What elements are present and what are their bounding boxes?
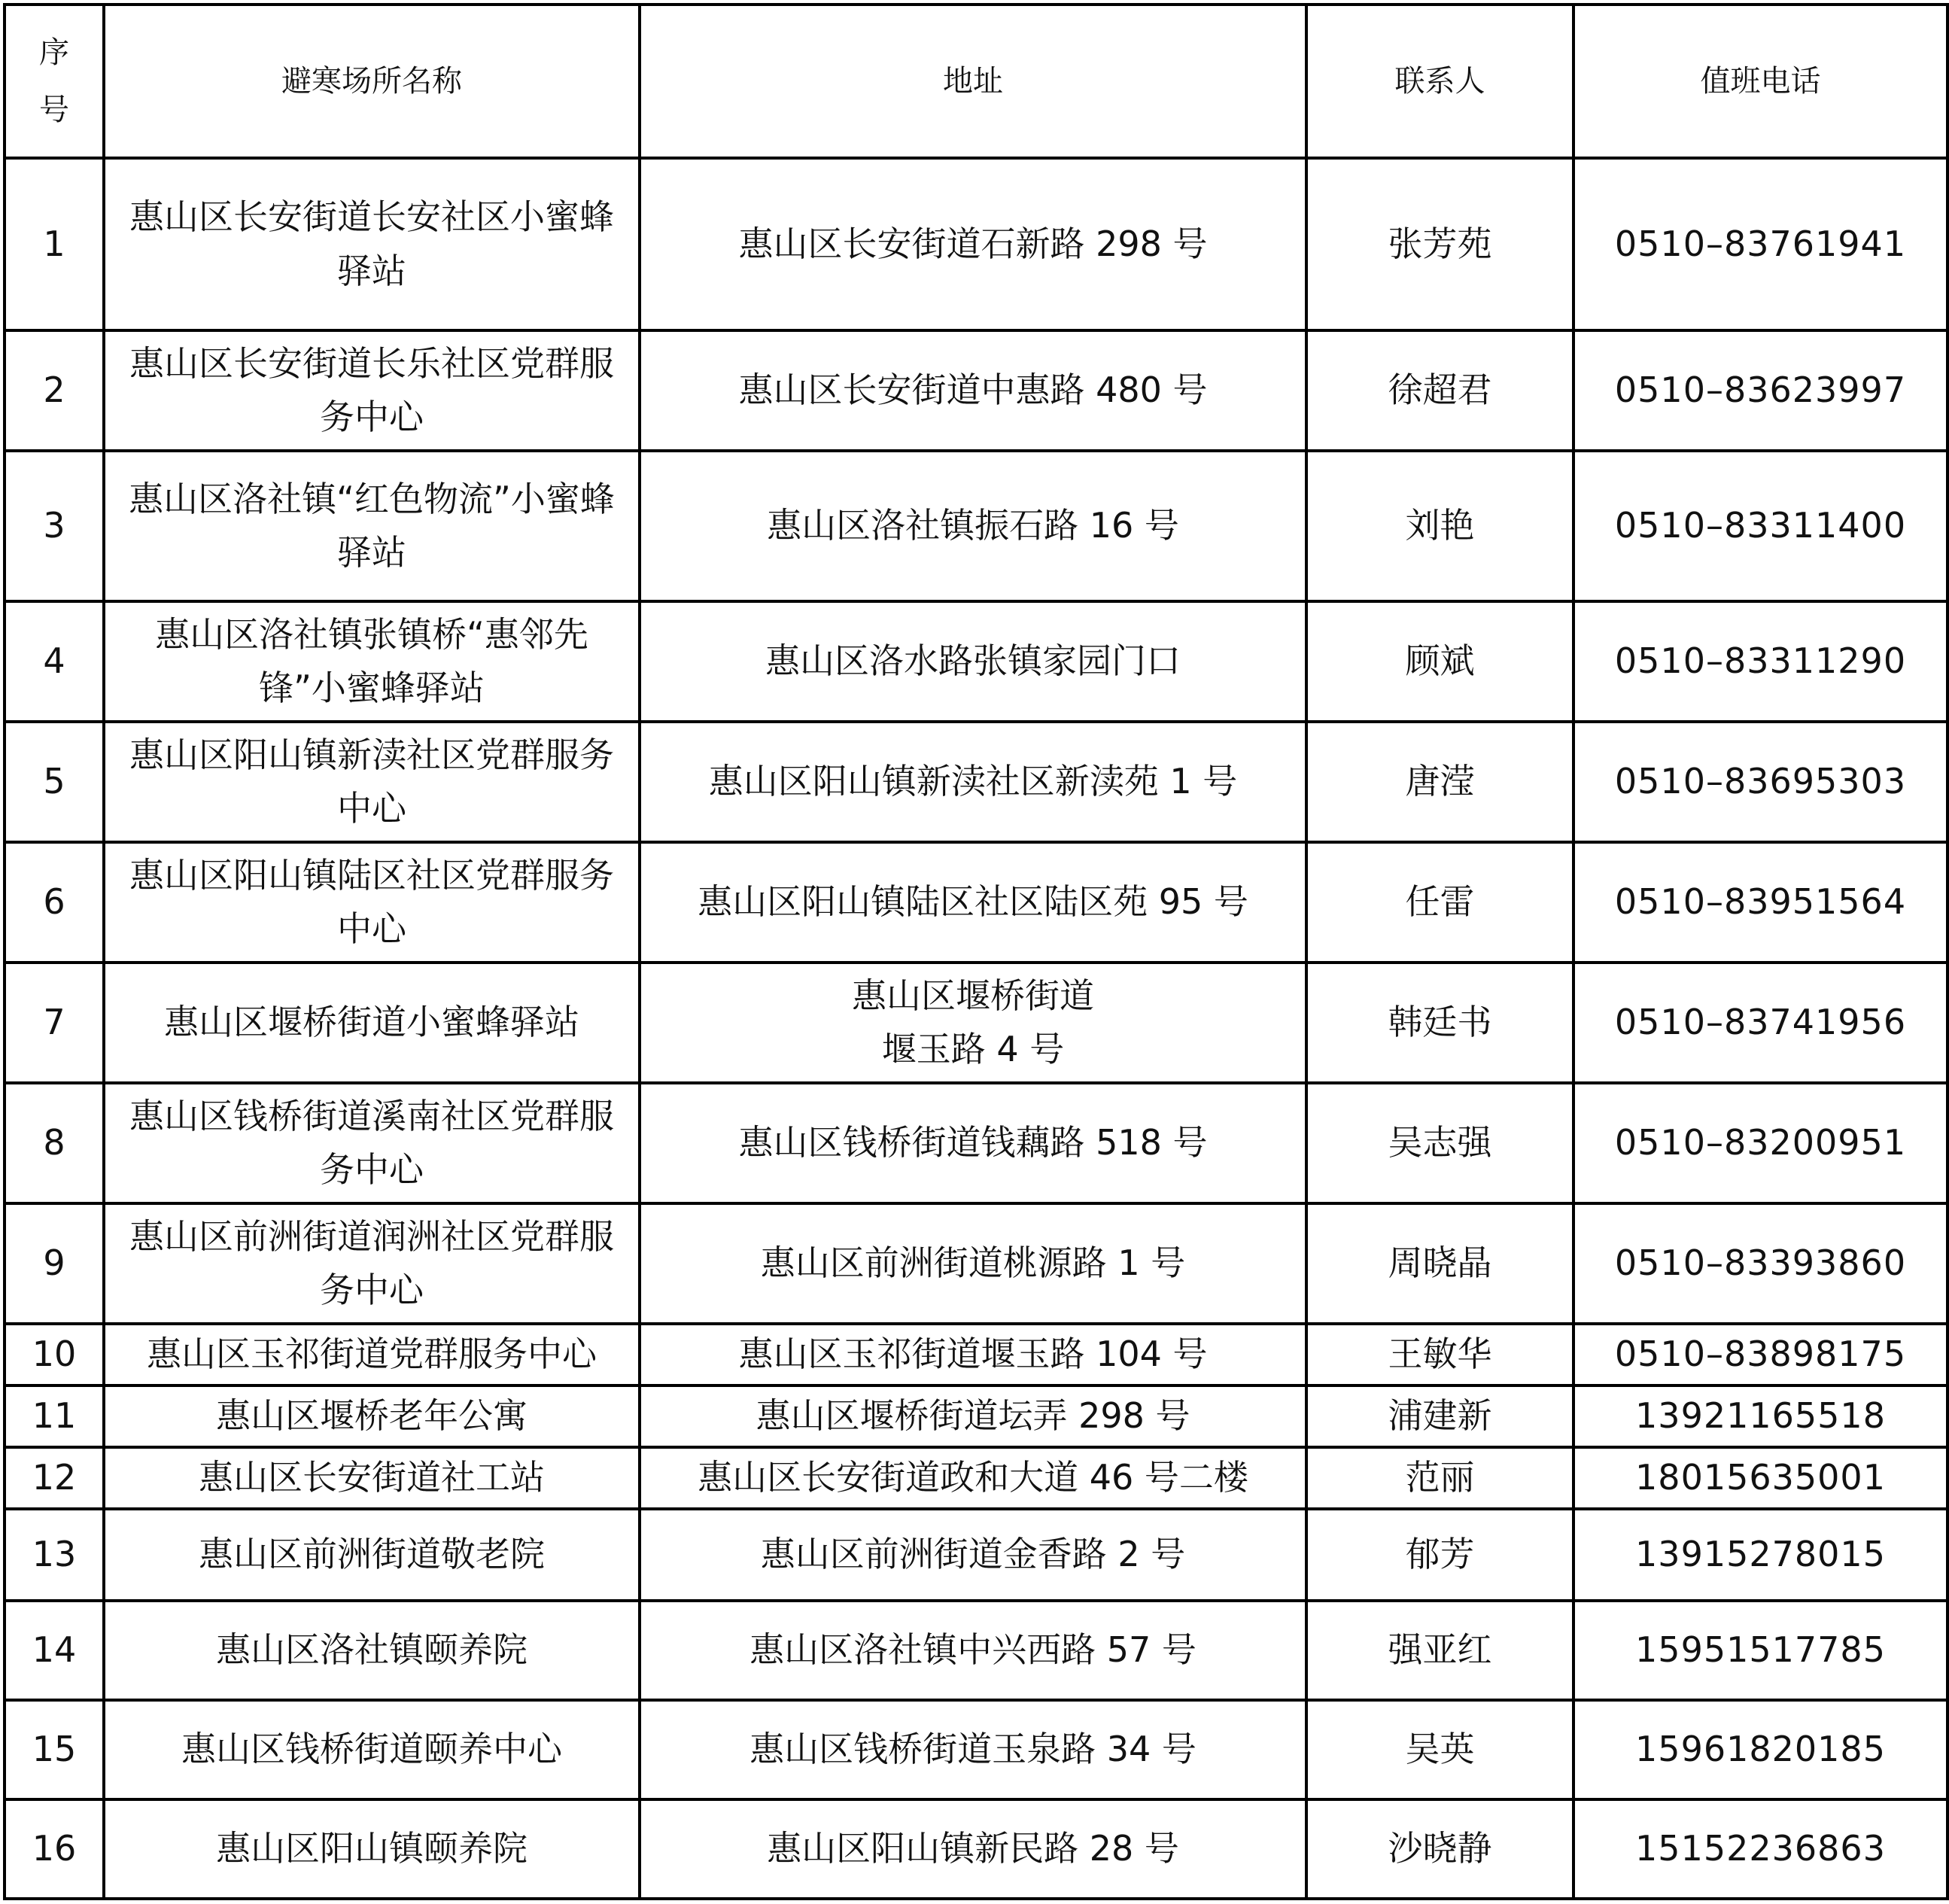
cell-no: 14 bbox=[5, 1601, 104, 1700]
cell-contact: 周晓晶 bbox=[1306, 1203, 1573, 1324]
cell-name bbox=[104, 1447, 640, 1509]
cell-name bbox=[104, 1083, 640, 1203]
table-row bbox=[5, 1324, 1947, 1385]
table-row bbox=[5, 1799, 1947, 1899]
cell-name bbox=[104, 1324, 640, 1385]
duty-phone: 0510–83311290 bbox=[1614, 640, 1907, 682]
duty-phone: 0510–83898175 bbox=[1614, 1334, 1907, 1375]
cell-address bbox=[640, 1799, 1306, 1899]
cell-no: 12 bbox=[5, 1447, 104, 1509]
shelter-address: 惠山区洛社镇振石路 16 号 bbox=[767, 505, 1179, 546]
header-name: 避寒场所名称 bbox=[104, 5, 640, 158]
cell-contact: 韩廷书 bbox=[1306, 963, 1573, 1083]
shelter-name: 惠山区阳山镇颐养院 bbox=[216, 1828, 528, 1869]
shelter-address: 惠山区钱桥街道钱藕路 518 号 bbox=[738, 1122, 1208, 1163]
shelter-address: 惠山区堰桥街道坛弄 298 号 bbox=[756, 1395, 1190, 1437]
cell-phone bbox=[1573, 1385, 1947, 1447]
cell-name bbox=[104, 1203, 640, 1324]
cell-address bbox=[640, 1601, 1306, 1700]
shelter-address: 惠山区阳山镇新民路 28 号 bbox=[767, 1828, 1179, 1869]
header-row bbox=[5, 5, 1947, 158]
cell-phone bbox=[1573, 1083, 1947, 1203]
cell-contact: 顾斌 bbox=[1306, 601, 1573, 722]
cell-address bbox=[640, 1083, 1306, 1203]
cell-no: 7 bbox=[5, 963, 104, 1083]
cell-phone bbox=[1573, 158, 1947, 330]
table-row bbox=[5, 601, 1947, 722]
cell-name bbox=[104, 601, 640, 722]
duty-phone: 15961820185 bbox=[1635, 1729, 1886, 1770]
cell-phone bbox=[1573, 1509, 1947, 1601]
cell-phone bbox=[1573, 1447, 1947, 1509]
cell-address bbox=[640, 963, 1306, 1083]
shelter-address: 惠山区长安街道中惠路 480 号 bbox=[738, 370, 1208, 411]
shelter-name: 惠山区阳山镇陆区社区党群服务中心 bbox=[129, 854, 614, 949]
table-row bbox=[5, 1447, 1947, 1509]
shelter-name: 惠山区堰桥街道小蜜蜂驿站 bbox=[164, 1002, 579, 1043]
cell-no: 15 bbox=[5, 1700, 104, 1799]
duty-phone: 13915278015 bbox=[1635, 1534, 1886, 1575]
cell-address bbox=[640, 158, 1306, 330]
cell-contact: 沙晓静 bbox=[1306, 1799, 1573, 1899]
shelter-name: 惠山区洛社镇“红色物流”小蜜蜂驿站 bbox=[129, 478, 615, 573]
table-row bbox=[5, 963, 1947, 1083]
cell-address bbox=[640, 1385, 1306, 1447]
cell-contact: 张芳苑 bbox=[1306, 158, 1573, 330]
cell-phone bbox=[1573, 1700, 1947, 1799]
duty-phone: 13921165518 bbox=[1635, 1395, 1886, 1437]
cell-address bbox=[640, 1700, 1306, 1799]
cell-name bbox=[104, 842, 640, 963]
shelter-address: 惠山区前洲街道金香路 2 号 bbox=[760, 1534, 1186, 1575]
table-row bbox=[5, 158, 1947, 330]
table-row bbox=[5, 722, 1947, 842]
cell-name bbox=[104, 963, 640, 1083]
header-address: 地址 bbox=[640, 5, 1306, 158]
cell-contact: 强亚红 bbox=[1306, 1601, 1573, 1700]
cell-address bbox=[640, 1203, 1306, 1324]
cell-address bbox=[640, 842, 1306, 963]
cell-contact: 任雷 bbox=[1306, 842, 1573, 963]
cell-no: 4 bbox=[5, 601, 104, 722]
table-row bbox=[5, 842, 1947, 963]
duty-phone: 0510–83311400 bbox=[1614, 505, 1907, 546]
cell-no: 5 bbox=[5, 722, 104, 842]
cell-name bbox=[104, 330, 640, 451]
shelter-address: 惠山区洛水路张镇家园门口 bbox=[765, 640, 1181, 682]
shelter-name: 惠山区钱桥街道溪南社区党群服务中心 bbox=[129, 1095, 614, 1190]
table-row bbox=[5, 1083, 1947, 1203]
table-row bbox=[5, 1385, 1947, 1447]
table-row bbox=[5, 1601, 1947, 1700]
cell-phone bbox=[1573, 963, 1947, 1083]
cell-phone bbox=[1573, 722, 1947, 842]
header-contact: 联系人 bbox=[1306, 5, 1573, 158]
cell-phone bbox=[1573, 601, 1947, 722]
cell-address bbox=[640, 330, 1306, 451]
cell-address bbox=[640, 1509, 1306, 1601]
duty-phone: 15951517785 bbox=[1635, 1629, 1886, 1671]
cell-no: 13 bbox=[5, 1509, 104, 1601]
cell-phone bbox=[1573, 451, 1947, 601]
shelter-name: 惠山区长安街道社工站 bbox=[199, 1457, 545, 1498]
shelter-name: 惠山区堰桥老年公寓 bbox=[216, 1395, 528, 1437]
cell-name bbox=[104, 1385, 640, 1447]
cell-no: 6 bbox=[5, 842, 104, 963]
cell-address bbox=[640, 722, 1306, 842]
cell-name bbox=[104, 1700, 640, 1799]
shelter-name: 惠山区洛社镇张镇桥“惠邻先锋”小蜜蜂驿站 bbox=[155, 613, 588, 708]
cell-contact: 吴英 bbox=[1306, 1700, 1573, 1799]
shelter-address: 惠山区长安街道政和大道 46 号二楼 bbox=[698, 1457, 1248, 1498]
duty-phone: 0510–83200951 bbox=[1614, 1122, 1907, 1163]
shelter-address: 惠山区长安街道石新路 298 号 bbox=[738, 223, 1208, 264]
cell-no: 16 bbox=[5, 1799, 104, 1899]
table-row bbox=[5, 1203, 1947, 1324]
cell-name bbox=[104, 451, 640, 601]
cell-contact: 徐超君 bbox=[1306, 330, 1573, 451]
cell-phone bbox=[1573, 330, 1947, 451]
shelter-address: 惠山区洛社镇中兴西路 57 号 bbox=[749, 1629, 1196, 1671]
header-phone: 值班电话 bbox=[1573, 5, 1947, 158]
cell-phone bbox=[1573, 1203, 1947, 1324]
cell-no: 2 bbox=[5, 330, 104, 451]
cell-name bbox=[104, 722, 640, 842]
cell-contact: 王敏华 bbox=[1306, 1324, 1573, 1385]
cell-no: 11 bbox=[5, 1385, 104, 1447]
table-row bbox=[5, 1509, 1947, 1601]
cell-address bbox=[640, 1324, 1306, 1385]
cell-phone bbox=[1573, 842, 1947, 963]
table-body bbox=[5, 158, 1947, 1899]
cell-contact: 郁芳 bbox=[1306, 1509, 1573, 1601]
cell-phone bbox=[1573, 1799, 1947, 1899]
cell-no: 1 bbox=[5, 158, 104, 330]
cell-no: 10 bbox=[5, 1324, 104, 1385]
cell-contact: 刘艳 bbox=[1306, 451, 1573, 601]
duty-phone: 0510–83623997 bbox=[1614, 370, 1907, 411]
cell-contact: 唐滢 bbox=[1306, 722, 1573, 842]
cell-no: 9 bbox=[5, 1203, 104, 1324]
cell-name bbox=[104, 158, 640, 330]
shelter-name: 惠山区阳山镇新渎社区党群服务中心 bbox=[129, 734, 614, 829]
shelter-address: 惠山区钱桥街道玉泉路 34 号 bbox=[749, 1729, 1196, 1770]
cell-name bbox=[104, 1799, 640, 1899]
shelter-address: 惠山区阳山镇陆区社区陆区苑 95 号 bbox=[698, 881, 1248, 923]
cell-contact: 范丽 bbox=[1306, 1447, 1573, 1509]
shelter-name: 惠山区长安街道长乐社区党群服务中心 bbox=[129, 342, 614, 437]
shelter-address: 惠山区前洲街道桃源路 1 号 bbox=[760, 1242, 1186, 1284]
cell-phone bbox=[1573, 1601, 1947, 1700]
shelter-table bbox=[3, 3, 1949, 1900]
duty-phone: 0510–83695303 bbox=[1614, 761, 1907, 802]
duty-phone: 0510–83393860 bbox=[1614, 1242, 1907, 1284]
duty-phone: 15152236863 bbox=[1635, 1828, 1886, 1869]
cell-address bbox=[640, 451, 1306, 601]
duty-phone: 0510–83951564 bbox=[1614, 881, 1907, 923]
shelter-name: 惠山区长安街道长安社区小蜜蜂驿站 bbox=[129, 196, 614, 291]
table-row bbox=[5, 330, 1947, 451]
table-header bbox=[5, 5, 1947, 158]
shelter-address: 惠山区堰桥街道 堰玉路 4 号 bbox=[852, 975, 1094, 1069]
cell-no: 3 bbox=[5, 451, 104, 601]
header-no bbox=[5, 5, 104, 158]
shelter-address: 惠山区玉祁街道堰玉路 104 号 bbox=[738, 1334, 1208, 1375]
duty-phone: 0510–83761941 bbox=[1614, 223, 1907, 264]
cell-address bbox=[640, 1447, 1306, 1509]
shelter-name: 惠山区钱桥街道颐养中心 bbox=[181, 1729, 562, 1770]
cell-phone bbox=[1573, 1324, 1947, 1385]
cell-contact: 吴志强 bbox=[1306, 1083, 1573, 1203]
table-row bbox=[5, 1700, 1947, 1799]
table-row bbox=[5, 451, 1947, 601]
cell-name bbox=[104, 1601, 640, 1700]
shelter-address: 惠山区阳山镇新渎社区新渎苑 1 号 bbox=[708, 761, 1238, 802]
shelter-name: 惠山区玉祁街道党群服务中心 bbox=[147, 1334, 597, 1375]
header-no-label: 序 号 bbox=[39, 35, 69, 127]
shelter-name: 惠山区前洲街道敬老院 bbox=[199, 1534, 545, 1575]
shelter-name: 惠山区洛社镇颐养院 bbox=[216, 1629, 528, 1671]
duty-phone: 18015635001 bbox=[1635, 1457, 1886, 1498]
cell-name bbox=[104, 1509, 640, 1601]
duty-phone: 0510–83741956 bbox=[1614, 1002, 1907, 1043]
cell-contact: 浦建新 bbox=[1306, 1385, 1573, 1447]
shelter-name: 惠山区前洲街道润洲社区党群服务中心 bbox=[129, 1215, 614, 1310]
cell-no: 8 bbox=[5, 1083, 104, 1203]
cell-address bbox=[640, 601, 1306, 722]
